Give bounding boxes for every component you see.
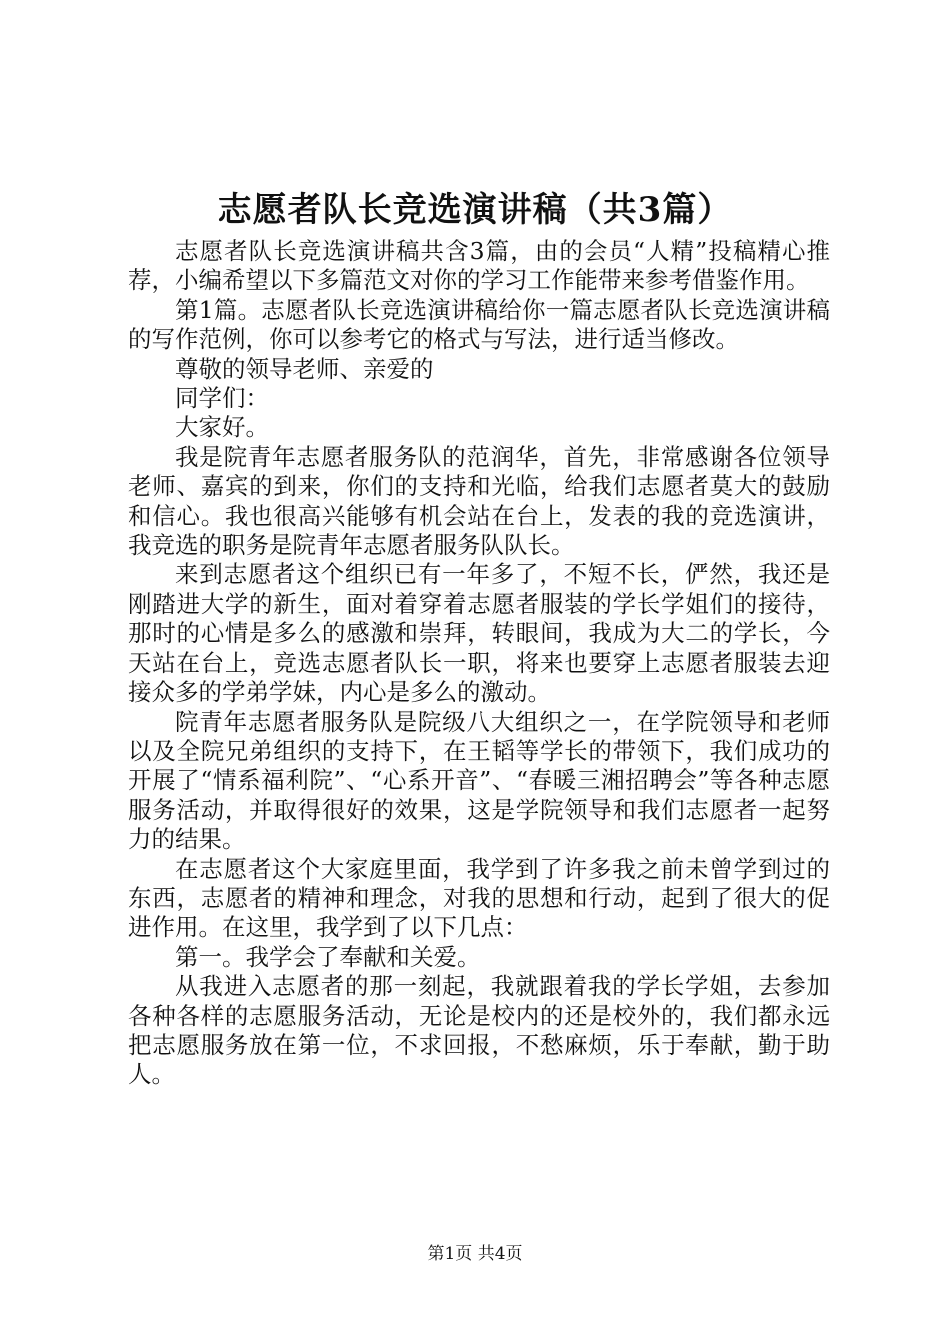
body-paragraph: 志愿者队长竞选演讲稿共含3篇，由的会员“人精”投稿精心推荐，小编希望以下多篇范文对你的学习工作能带来参考借鉴作用。 — [128, 237, 830, 295]
body-paragraph: 在志愿者这个大家庭里面，我学到了许多我之前未曾学到过的东西，志愿者的精神和理念，对我的思想和行动，起到了很大的促进作用。在这里，我学到了以下几点： — [128, 854, 830, 942]
body-paragraph: 第一。我学会了奉献和关爱。 — [175, 942, 481, 971]
body-paragraph: 大家好。 — [175, 413, 269, 442]
body-paragraph: 尊敬的领导老师、亲爱的 — [175, 354, 434, 383]
body-paragraph: 来到志愿者这个组织已有一年多了，不短不长，俨然，我还是刚踏进大学的新生，面对着穿着志愿者服装的学长学姐们的接待，那时的心情是多么的感激和崇拜，转眼间，我成为大二的学长，今天站在台上，竞选志愿者队长一职，将来也要穿上志愿者服装去迎接众多的学弟学妹，内心是多么的激动。 — [128, 560, 830, 707]
body-paragraph: 同学们： — [175, 384, 269, 413]
body-paragraph: 从我进入志愿者的那一刻起，我就跟着我的学长学姐，去参加各种各样的志愿服务活动，无论是校内的还是校外的，我们都永远把志愿服务放在第一位，不求回报，不愁麻烦，乐于奉献，勤于助人。 — [128, 972, 830, 1089]
body-paragraph: 院青年志愿者服务队是院级八大组织之一，在学院领导和老师以及全院兄弟组织的支持下，在王韬等学长的带领下，我们成功的开展了“情系福利院”、“心系开音”、“春暖三湘招聘会”等各种志愿服务活动，并取得很好的效果，这是学院领导和我们志愿者一起努力的结果。 — [128, 707, 830, 854]
body-paragraph: 第1篇。志愿者队长竞选演讲稿给你一篇志愿者队长竞选演讲稿的写作范例，你可以参考它的格式与写法，进行适当修改。 — [128, 295, 830, 354]
document-body — [128, 237, 830, 1090]
document-title: 志愿者队长竞选演讲稿（共3篇） — [217, 190, 733, 230]
body-paragraph: 我是院青年志愿者服务队的范润华，首先，非常感谢各位领导老师、嘉宾的到来，你们的支持和光临，给我们志愿者莫大的鼓励和信心。我也很高兴能够有机会站在台上，发表的我的竞选演讲，我竞选的职务是院青年志愿者服务队队长。 — [128, 442, 830, 560]
page-number-footer: 第1页 共4页 — [427, 1244, 523, 1264]
